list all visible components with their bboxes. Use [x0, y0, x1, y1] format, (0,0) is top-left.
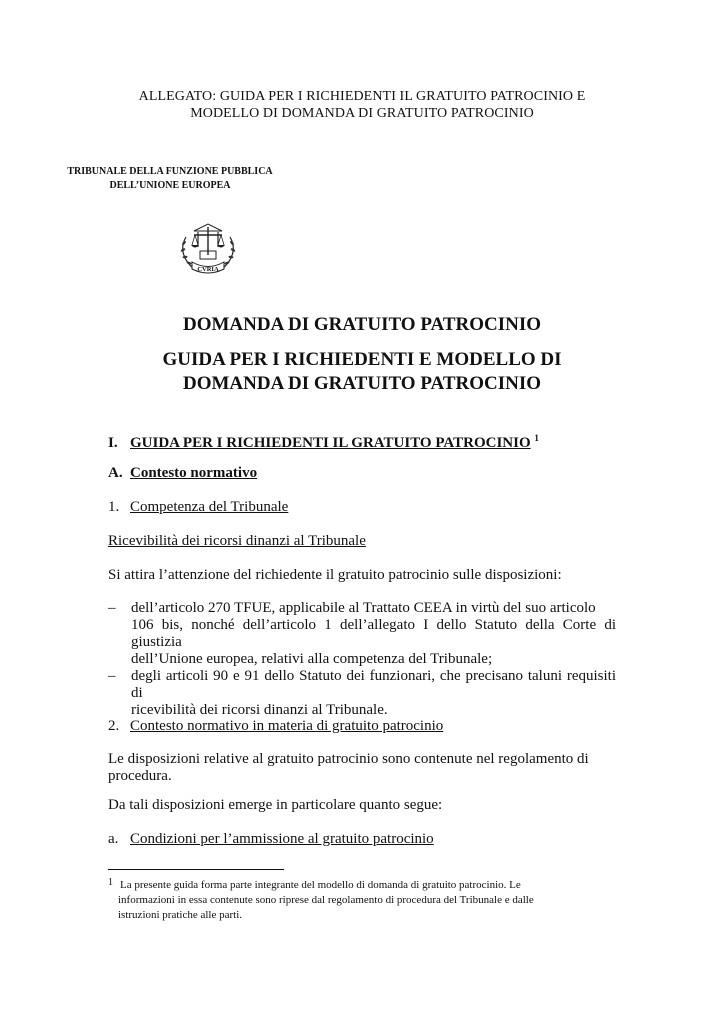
header-line-1: ALLEGATO: GUIDA PER I RICHIEDENTI IL GRATUITO PATROCINIO E	[138, 89, 586, 104]
subsection-a-heading	[108, 831, 434, 848]
header-line-2: MODELLO DI DOMANDA DI GRATUITO PATROCINIO	[190, 106, 534, 121]
subsection-2-title: Contesto normativo in materia di gratuito patrocinio	[130, 718, 444, 734]
court-line-2: DELL’UNIONE EUROPEA	[109, 180, 231, 191]
curia-logo	[174, 215, 242, 283]
subsection-2-number: 2.	[108, 718, 120, 734]
bullet-2-line-2: ricevibilità dei ricorsi dinanzi al Tribunale.	[131, 702, 388, 718]
section-a-heading	[108, 465, 257, 482]
footnote-line-1: La presente guida forma parte integrante del modello di domanda di gratuito patrocinio. Le	[120, 879, 521, 891]
bullet-2-text	[131, 668, 616, 719]
section-i-number: I.	[108, 435, 118, 451]
footnote-text	[118, 878, 616, 923]
disposizioni-line-1: Le disposizioni relative al gratuito patrocinio sono contenute nel regolamento di	[108, 751, 589, 767]
bullet-1-line-1: dell’articolo 270 TFUE, applicabile al Trattato CEEA in virtù del suo articolo	[131, 600, 596, 616]
footnote-divider	[108, 869, 284, 870]
court-name	[0, 165, 340, 193]
ricevibilita-heading: Ricevibilità dei ricorsi dinanzi al Tribunale	[108, 533, 366, 549]
footnote-line-3: istruzioni pratiche alle parti.	[118, 909, 243, 921]
subtitle-line-2: DOMANDA DI GRATUITO PATROCINIO	[182, 373, 542, 394]
bullet-1-text	[131, 600, 616, 668]
bullet-1-line-2: 106 bis, nonché dell’articolo 1 dell’allegato I dello Statuto della Corte di giustizia	[131, 617, 616, 650]
scales-of-justice-icon	[174, 215, 242, 283]
document-header	[0, 88, 724, 122]
section-i-title: GUIDA PER I RICHIEDENTI IL GRATUITO PATROCINIO	[130, 435, 531, 451]
subsection-1-number: 1.	[108, 499, 120, 515]
bullet-2-line-1: degli articoli 90 e 91 dello Statuto dei funzionari, che precisano taluni requisiti di	[131, 668, 616, 701]
emerge-paragraph: Da tali disposizioni emerge in particolare quanto segue:	[108, 797, 443, 813]
subsection-1-heading	[108, 499, 288, 516]
disposizioni-line-2: procedura.	[108, 768, 172, 784]
section-a-number: A.	[108, 465, 123, 481]
section-a-title: Contesto normativo	[130, 465, 258, 481]
subsection-2-heading	[108, 718, 443, 735]
footnote-number: 1	[108, 877, 113, 888]
subtitle	[0, 348, 724, 396]
attention-paragraph: Si attira l’attenzione del richiedente il gratuito patrocinio sulle disposizioni:	[108, 567, 562, 583]
subtitle-line-1: GUIDA PER I RICHIEDENTI E MODELLO DI	[162, 349, 562, 370]
subsection-a-title: Condizioni per l’ammissione al gratuito patrocinio	[130, 831, 434, 847]
subsection-a-number: a.	[108, 831, 119, 847]
footnote-line-2: informazioni in essa contenute sono riprese dal regolamento di procedura del Tribunale e dalle	[118, 894, 534, 906]
bullet-dash: –	[108, 600, 116, 616]
main-title: DOMANDA DI GRATUITO PATROCINIO	[182, 314, 542, 335]
disposizioni-paragraph	[108, 751, 616, 785]
section-i-heading	[108, 430, 539, 452]
bullet-dash: –	[108, 668, 116, 684]
court-line-1: TRIBUNALE DELLA FUNZIONE PUBBLICA	[67, 166, 273, 177]
subsection-1-title: Competenza del Tribunale	[130, 499, 289, 515]
logo-text: CVRIA	[197, 266, 219, 273]
footnote-reference[interactable]: 1	[534, 433, 539, 443]
bullet-1-line-3: dell’Unione europea, relativi alla competenza del Tribunale;	[131, 651, 493, 667]
